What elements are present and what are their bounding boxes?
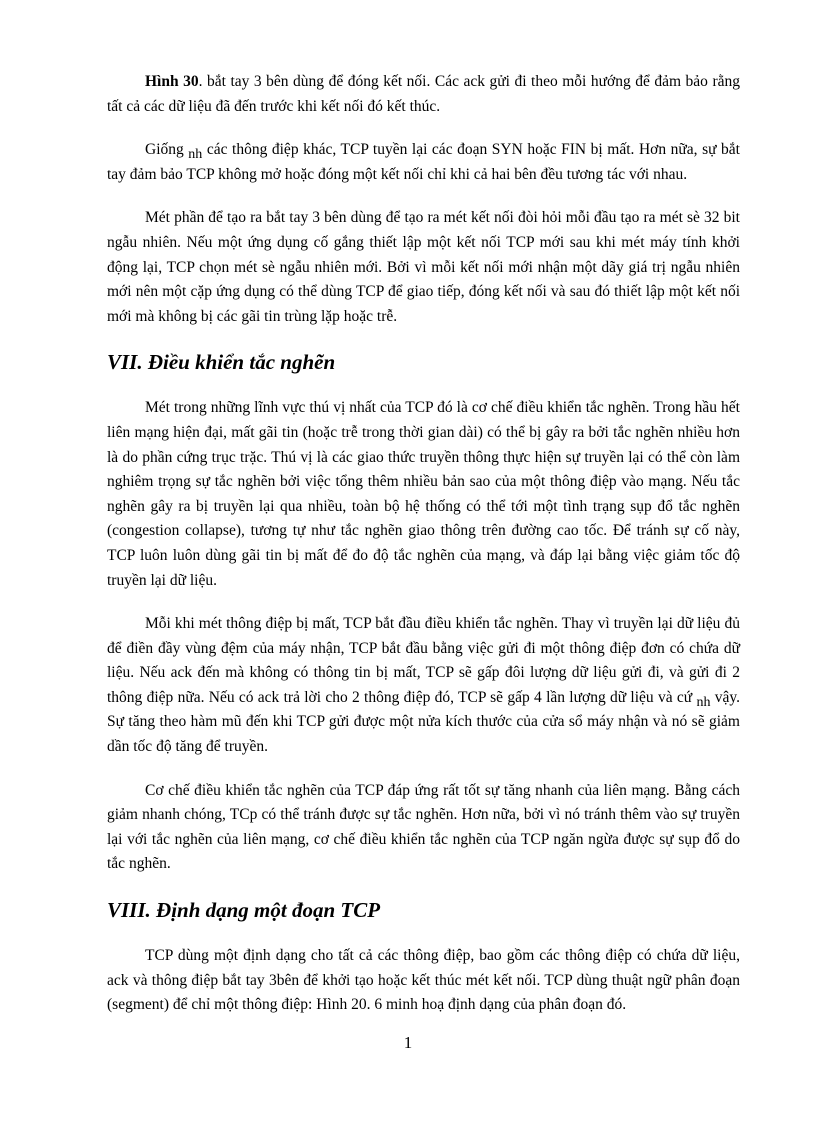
paragraph-congestion-benefit: Cơ chế điều khiển tắc nghẽn của TCP đáp ứng rất tốt sự tăng nhanh của liên mạng. Bằng cách giảm nhanh chóng, TCp có thể tránh được sự tắc nghẽn. Hơn nữa, bởi vì nó tránh thêm vào sự truyền lại với tắc nghẽn của liên mạng, cơ chế điều khiển tắc nghẽn của TCP ngăn ngừa được sự sụp đổ do tắc nghẽn. <box>107 781 740 873</box>
section-heading-congestion-control: VII. Điều khiển tắc nghẽn <box>107 350 336 375</box>
paragraph-text: . bắt tay 3 bên dùng để đóng kết nối. Các ack gửi đi theo mỗi hướng để đảm bảo rằng tất cả các dữ liệu đã đến trước khi kết nối đó kết thúc. <box>107 73 740 115</box>
paragraph-figure-30-caption <box>107 70 740 119</box>
paragraph-random-sequence: Mét phần để tạo ra bắt tay 3 bên dùng để tạo ra mét kết nối đòi hỏi mỗi đầu tạo ra mét sè 32 bit ngẫu nhiên. Nếu một ứng dụng cố gắng thiết lập một kết nối TCP mới sau khi mét máy tính khởi động lại, TCP chọn mét sè ngẫu nhiên mới. Bởi vì mỗi kết nối mới nhận một dãy giá trị ngẫu nhiên mới nên một cặp ứng dụng có thể dùng TCP để giao tiếp, đóng kết nối và sau đó thiết lập một kết nối mới mà không bị các gãi tin trùng lặp hoặc trễ. <box>107 209 740 325</box>
section-heading-tcp-segment-format: VIII. Định dạng một đoạn TCP <box>107 898 381 923</box>
paragraph-text: các thông điệp khác, TCP tuyền lại các đoạn SYN hoặc FIN bị mất. Hơn nữa, sự bắt tay đảm bảo TCP không mở hoặc đóng một kết nối chỉ khi cả hai bên đều tương tác với nhau. <box>107 141 740 183</box>
paragraph-congestion-intro: Mét trong những lĩnh vực thú vị nhất của TCP đó là cơ chế điều khiển tắc nghẽn. Trong hầu hết liên mạng hiện đại, mất gãi tin (hoặc trễ trong thời gian dài) có thể bị gây ra bởi tắc nghẽn nhiều hơn là do phần cứng trục trặc. Thú vị là các giao thức truyền thông thực hiện sự truyền lại có thể còn làm nghiêm trọng sự tắc nghẽn bởi việc tổng thêm nhiều bản sao của một thông điệp vào mạng. Nếu tắc nghẽn gây ra bị truyền lại qua nhiều, toàn bộ hệ thống có thể tới một tình trạng sụp đổ tắc nghẽn (congestion collapse), tương tự như tắc nghẽn giao thông trên đường cao tốc. Để tránh sự cố này, TCP luôn luôn dùng gãi tin bị mất để đo độ tắc nghẽn của mạng, và đáp lại bằng việc giảm tốc độ truyền lại dữ liệu. <box>107 399 740 589</box>
paragraph-segment-format: TCP dùng một định dạng cho tất cả các thông điệp, bao gồm các thông điệp có chứa dữ liệu, ack và thông điệp bắt tay 3bên để khởi tạo hoặc kết thúc mét kết nối. TCP dùng thuật ngữ phân đoạn (segment) để chỉ một thông điệp: Hình 20. 6 minh hoạ định dạng của phân đoạn đó. <box>107 947 740 1014</box>
page-content <box>107 70 740 1037</box>
paragraph-congestion-start <box>107 612 740 760</box>
subscript-fragment: nh <box>696 694 711 710</box>
paragraph-retransmit-syn-fin <box>107 138 740 187</box>
paragraph-text: Giống <box>145 141 189 159</box>
paragraph-text: Mỗi khi mét thông điệp bị mất, TCP bắt đầu điều khiển tắc nghẽn. Thay vì truyền lại dữ liệu đủ để điền đầy vùng đệm của máy nhận, TCP bắt đầu bằng việc gửi đi một thông điệp đơn có chứa dữ liệu. Nếu ack đến mà không có thông tin bị mất, TCP sẽ gấp đôi lượng dữ liệu gửi đi, và gửi đi 2 thông điệp nữa. Nếu có ack trả lời cho 2 thông điệp đó, TCP sẽ gấp 4 lần lượng dữ liệu và cứ <box>107 615 740 706</box>
page-number: 1 <box>403 1033 413 1052</box>
paragraph-text: vậy. Sự tăng theo hàm mũ đến khi TCP gửi được một nửa kích thước của cửa sổ máy nhận và nó sẽ giảm dần tốc độ tăng để truyền. <box>107 688 740 756</box>
subscript-fragment: nh <box>188 147 203 163</box>
figure-label: Hình 30 <box>145 73 199 90</box>
